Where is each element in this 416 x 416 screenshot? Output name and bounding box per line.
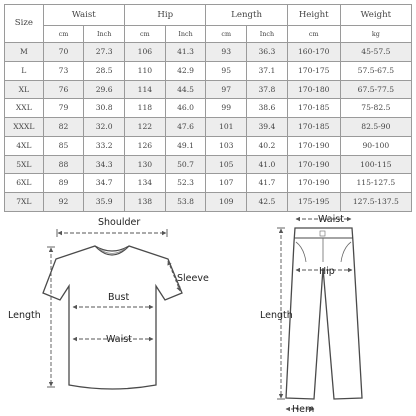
cell-hip-in: 47.6 [165,118,206,137]
cell-waist-cm: 88 [43,155,84,174]
cell-size: 4XL [5,136,44,155]
cell-hip-cm: 130 [125,155,166,174]
cell-waist-cm: 82 [43,118,84,137]
cell-waist-in: 27.3 [84,43,125,62]
cell-hip-cm: 106 [125,43,166,62]
unit-weight-kg: kg [340,26,411,43]
cell-waist-in: 34.7 [84,174,125,193]
header-height: Height [287,5,340,26]
cell-len-cm: 103 [206,136,247,155]
cell-weight: 90-100 [340,136,411,155]
cell-hip-in: 44.5 [165,80,206,99]
cell-waist-cm: 89 [43,174,84,193]
cell-height: 170-185 [287,99,340,118]
cell-len-cm: 93 [206,43,247,62]
unit-hip-inch: Inch [165,26,206,43]
label-hip-pants: Hip [319,266,335,277]
cell-len-in: 39.4 [247,118,288,137]
header-waist: Waist [43,5,124,26]
cell-height: 170-185 [287,118,340,137]
cell-hip-cm: 110 [125,61,166,80]
cell-hip-cm: 114 [125,80,166,99]
cell-height: 170-190 [287,136,340,155]
unit-waist-cm: cm [43,26,84,43]
pants-diagram [260,214,362,415]
cell-len-in: 41.7 [247,174,288,193]
cell-height: 170-180 [287,80,340,99]
cell-size: XXXL [5,118,44,137]
cell-len-cm: 97 [206,80,247,99]
cell-hip-cm: 122 [125,118,166,137]
cell-len-cm: 107 [206,174,247,193]
cell-len-cm: 95 [206,61,247,80]
cell-waist-cm: 79 [43,99,84,118]
cell-hip-in: 42.9 [165,61,206,80]
cell-weight: 82.5-90 [340,118,411,137]
cell-hip-cm: 126 [125,136,166,155]
cell-weight: 127.5-137.5 [340,193,411,212]
label-waist-shirt: Waist [106,334,132,345]
cell-hip-in: 50.7 [165,155,206,174]
cell-weight: 57.5-67.5 [340,61,411,80]
cell-height: 170-175 [287,61,340,80]
cell-hip-in: 53.8 [165,193,206,212]
cell-size: 6XL [5,174,44,193]
unit-length-cm: cm [206,26,247,43]
cell-waist-in: 28.5 [84,61,125,80]
cell-len-in: 38.6 [247,99,288,118]
cell-height: 175-195 [287,193,340,212]
cell-size: 5XL [5,155,44,174]
cell-waist-in: 32.0 [84,118,125,137]
cell-hip-in: 49.1 [165,136,206,155]
label-sleeve: Sleeve [177,273,209,284]
cell-len-cm: 105 [206,155,247,174]
cell-weight: 100-115 [340,155,411,174]
header-length: Length [206,5,287,26]
cell-waist-cm: 85 [43,136,84,155]
cell-weight: 75-82.5 [340,99,411,118]
cell-waist-in: 35.9 [84,193,125,212]
cell-size: XL [5,80,44,99]
cell-waist-cm: 92 [43,193,84,212]
unit-waist-inch: Inch [84,26,125,43]
unit-length-inch: Inch [247,26,288,43]
label-bust: Bust [108,292,130,303]
cell-size: 7XL [5,193,44,212]
cell-waist-cm: 73 [43,61,84,80]
cell-height: 160-170 [287,43,340,62]
header-weight: Weight [340,5,411,26]
cell-hip-in: 46.0 [165,99,206,118]
cell-height: 170-190 [287,155,340,174]
cell-height: 170-190 [287,174,340,193]
cell-waist-in: 29.6 [84,80,125,99]
label-hem-pants: Hem [292,404,315,415]
cell-len-in: 37.8 [247,80,288,99]
cell-len-in: 40.2 [247,136,288,155]
cell-hip-cm: 138 [125,193,166,212]
cell-waist-cm: 70 [43,43,84,62]
unit-height-cm: cm [287,26,340,43]
header-hip: Hip [125,5,206,26]
cell-len-cm: 99 [206,99,247,118]
cell-size: M [5,43,44,62]
cell-waist-cm: 76 [43,80,84,99]
cell-len-in: 42.5 [247,193,288,212]
cell-waist-in: 33.2 [84,136,125,155]
cell-hip-cm: 118 [125,99,166,118]
cell-hip-in: 52.3 [165,174,206,193]
cell-hip-cm: 134 [125,174,166,193]
header-size: Size [5,5,44,43]
cell-size: XXL [5,99,44,118]
cell-len-in: 36.3 [247,43,288,62]
cell-len-cm: 101 [206,118,247,137]
pants-outline [286,228,362,399]
unit-hip-cm: cm [125,26,166,43]
cell-len-cm: 109 [206,193,247,212]
cell-waist-in: 30.8 [84,99,125,118]
cell-weight: 45-57.5 [340,43,411,62]
cell-waist-in: 34.3 [84,155,125,174]
label-shoulder: Shoulder [98,217,141,228]
cell-hip-in: 41.3 [165,43,206,62]
tshirt-outline [43,246,182,389]
cell-len-in: 41.0 [247,155,288,174]
label-length-shirt: Length [8,310,41,321]
label-length-pants: Length [260,310,293,321]
cell-weight: 115-127.5 [340,174,411,193]
cell-size: L [5,61,44,80]
cell-len-in: 37.1 [247,61,288,80]
label-waist-pants: Waist [318,214,344,225]
cell-weight: 67.5-77.5 [340,80,411,99]
tshirt-diagram [8,217,209,389]
